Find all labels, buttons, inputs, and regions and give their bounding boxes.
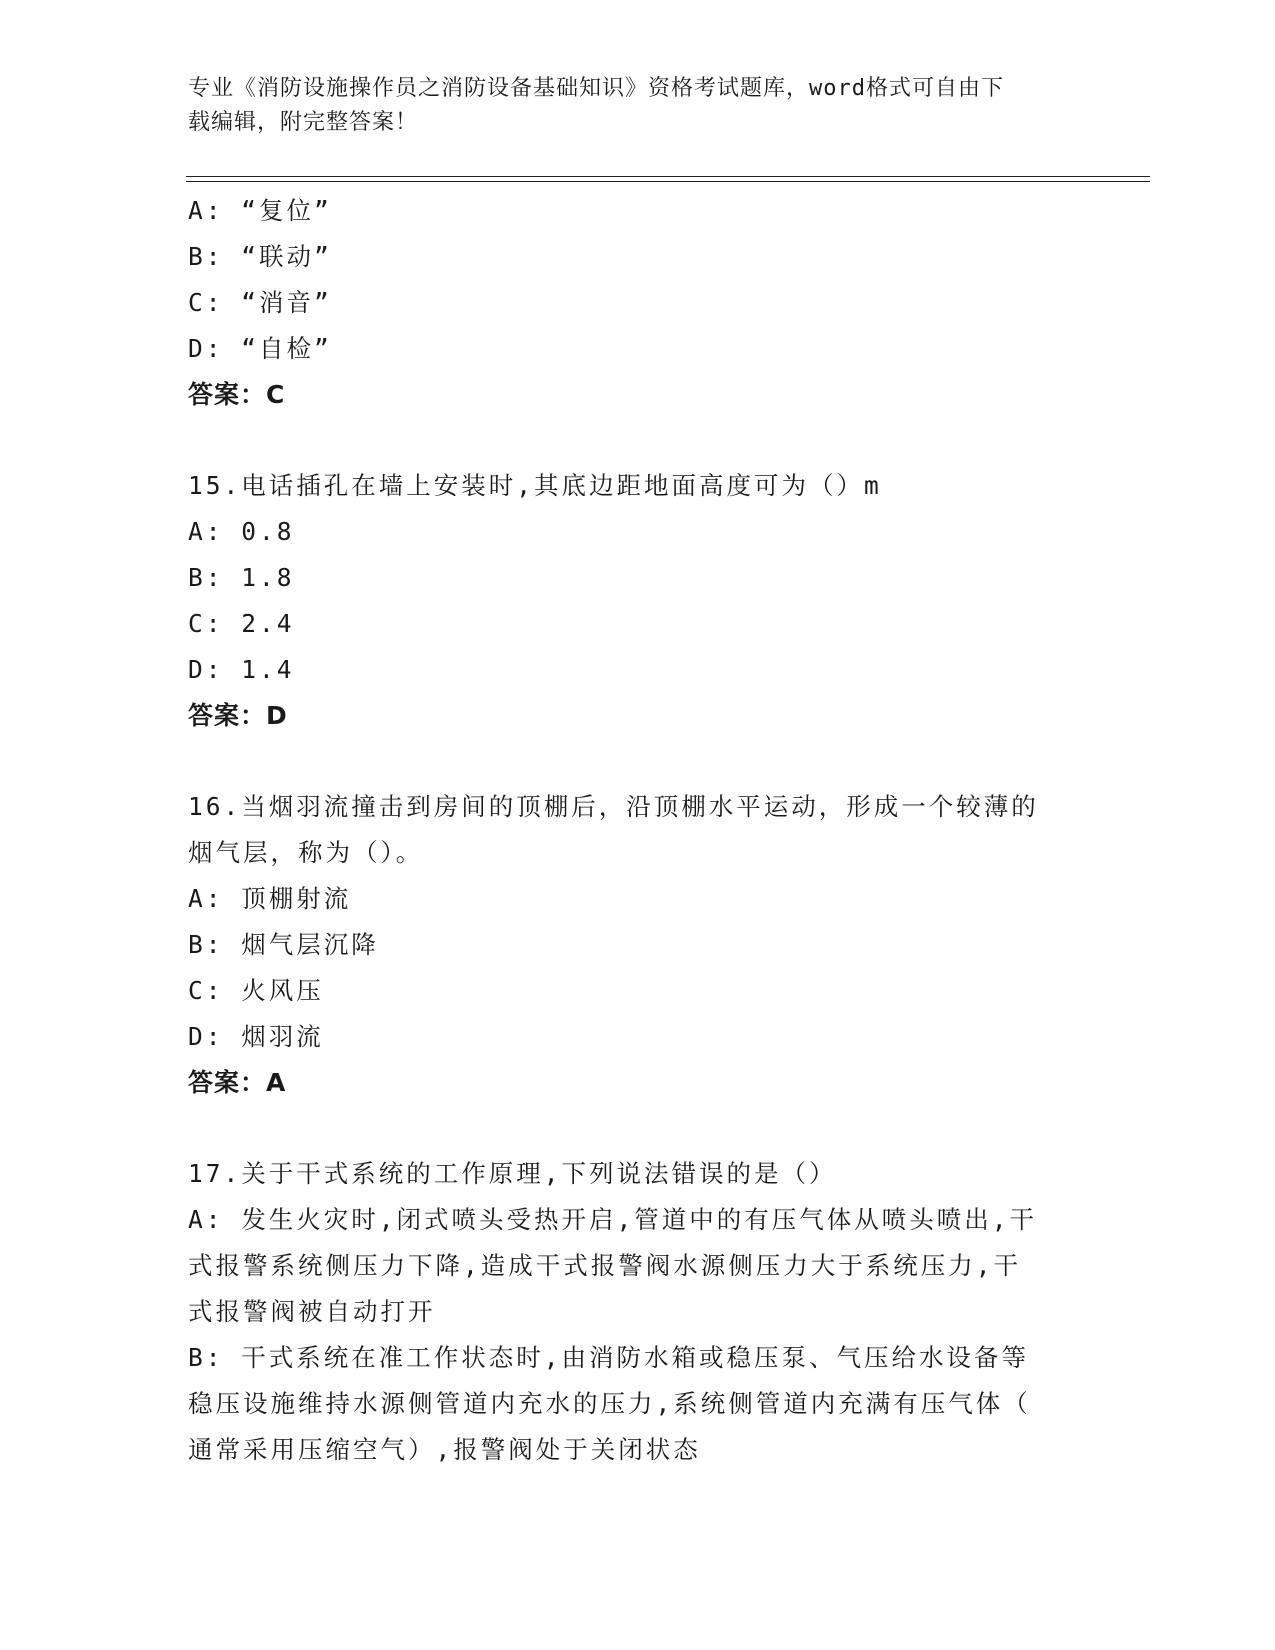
option-b-line-1: B: 干式系统在准工作状态时,由消防水箱或稳压泵、气压给水设备等 [188,1343,1029,1372]
header-line-1: 专业《消防设施操作员之消防设备基础知识》资格考试题库，word格式可自由下 [188,76,1004,101]
question-16-block [188,784,1088,1106]
option-a-line-1: A: 发生火灾时,闭式喷头受热开启,管道中的有压气体从喷头喷出,干 [188,1205,1037,1234]
question-text-line-1: 16.当烟羽流撞击到房间的顶棚后，沿顶棚水平运动，形成一个较薄的 [188,792,1039,821]
answer-text: 答案：C [188,380,286,409]
option-b: B: 烟气层沉降 [188,930,379,959]
option-c: C: 2.4 [188,609,295,638]
option-a: A: 顶棚射流 [188,884,352,913]
option-a: A: “复位” [188,196,332,225]
header-line-2: 载编辑，附完整答案！ [188,110,419,135]
option-b: B: “联动” [188,242,332,271]
option-d: D: “自检” [188,334,332,363]
header-divider-bottom [186,181,1150,182]
spacer [188,739,1088,784]
question-content [188,188,1088,1473]
question-17-block [188,1151,1088,1473]
option-a-line-3: 式报警阀被自动打开 [188,1297,436,1326]
option-b-line-2: 稳压设施维持水源侧管道内充水的压力,系统侧管道内充满有压气体（ [188,1389,1031,1418]
spacer [188,1106,1088,1151]
question-14-block [188,188,1088,418]
option-a-line-2: 式报警系统侧压力下降,造成干式报警阀水源侧压力大于系统压力,干 [188,1251,1021,1280]
answer-text: 答案：D [188,701,288,730]
answer-text: 答案：A [188,1068,287,1097]
question-text: 17.关于干式系统的工作原理,下列说法错误的是（） [188,1159,837,1188]
question-15-block [188,463,1088,739]
spacer [188,418,1088,463]
option-d: D: 烟羽流 [188,1022,324,1051]
header-divider-top [186,176,1150,177]
option-c: C: 火风压 [188,976,324,1005]
option-d: D: 1.4 [188,655,295,684]
page-header [188,72,1068,140]
question-text-line-2: 烟气层，称为（）。 [188,838,424,867]
option-c: C: “消音” [188,288,332,317]
option-b: B: 1.8 [188,563,295,592]
option-b-line-3: 通常采用压缩空气）,报警阀处于关闭状态 [188,1435,701,1464]
question-text: 15.电话插孔在墙上安装时,其底边距地面高度可为（）m [188,471,882,500]
option-a: A: 0.8 [188,517,295,546]
